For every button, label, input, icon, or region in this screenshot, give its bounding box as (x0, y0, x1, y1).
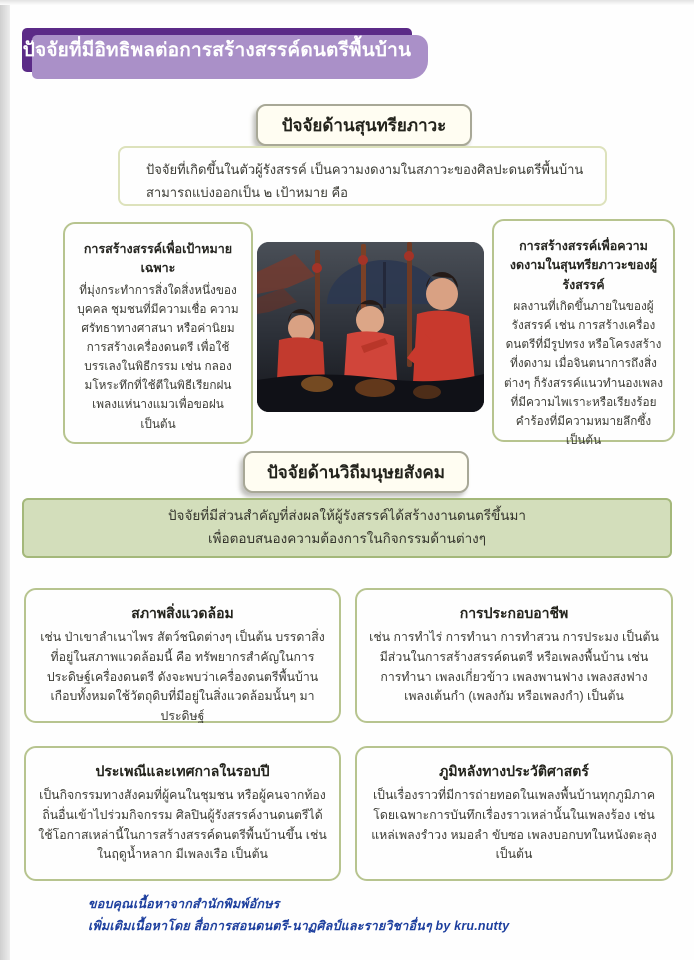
social-card-occupation-title: การประกอบอาชีพ (459, 605, 569, 621)
social-card-tradition (24, 746, 341, 881)
social-card-occupation-body: เช่น การทำไร่ การทำนา การทำสวน การประมง เป็นต้น มีส่วนในการสร้างสรรค์ดนตรี หรือเพลงพื้นบ้าน เช่น การทำนา เพลงเกี่ยวข้าว เพลงพานฟาง เพลงสงฟาง เพลงเต้นกำ (เพลงกัม หรือเพลงกำ) เป็นต้น (369, 629, 659, 704)
social-intro-line2: เพื่อตอบสนองความต้องการในกิจกรรมด้านต่างๆ (207, 531, 487, 546)
aesthetic-card-specific-goal-body: ที่มุ่งกระทำการสิ่งใดสิ่งหนึ่งของบุคคล ชุมชนที่มีความเชื่อ ความศรัทธาทางศาสนา หรือค่านิยมการสร้างเครื่องดนตรี เพื่อใช้บรรเลงในพิธีกรรม เช่น กลองมโหระทึกที่ใช้ตีในพิธีเรียกฝน เพลงแห่นางแมวเพื่อขอฝน เป็นต้น (77, 282, 239, 431)
social-card-occupation (355, 588, 673, 723)
social-intro-line1: ปัจจัยที่มีส่วนสำคัญที่ส่งผลให้ผู้รังสรรค์ได้สร้างงานดนตรีขึ้นมา (167, 508, 526, 524)
social-card-tradition-title: ประเพณีและเทศกาลในรอบปี (95, 763, 270, 779)
credit-note (88, 894, 608, 938)
aesthetic-card-beauty-title: การสร้างสรรค์เพื่อความงดงามในสุนทรียภาวะของผู้รังสรรค์ (509, 239, 658, 292)
page-edge-top (0, 0, 694, 5)
social-card-environment-body: เช่น ป่าเขาลำเนาไพร สัตว์ชนิดต่างๆ เป็นต้น บรรดาสิ่งที่อยู่ในสภาพแวดล้อมนี้ คือ ทรัพยากรสำคัญในการประดิษฐ์เครื่องดนตรี ดังจะพบว่าเครื่องดนตรีพื้นบ้านเกือบทั้งหมดใช้วัตถุดิบที่มีอยู่ในสิ่งแวดล้อมนั้นๆ มาประดิษฐ์ (40, 629, 325, 724)
section-header-aesthetic (256, 104, 472, 146)
folk-musicians-photo-art (257, 242, 484, 412)
section-header-social-label: ปัจจัยด้านวิถีมนุษยสังคม (267, 462, 445, 482)
folk-musicians-photo (257, 242, 484, 412)
social-card-environment (24, 588, 341, 723)
aesthetic-card-beauty (492, 219, 675, 447)
social-card-history-title: ภูมิหลังทางประวัติศาสตร์ (439, 763, 589, 779)
aesthetic-intro-box (118, 146, 607, 206)
social-card-history-body: เป็นเรื่องราวที่มีการถ่ายทอดในเพลงพื้นบ้านทุกภูมิภาค โดยเฉพาะการบันทึกเรื่องราวเหล่านั้นในเพลงร้อง เช่น แหล่เพลงรำวง หมอลำ ขับซอ เพลงบอกบทในหนังตะลุง เป็นต้น (371, 787, 657, 862)
credit-line2: เพิ่มเติมเนื้อหาโดย สื่อการสอนดนตรี-นาฏศิลป์และรายวิชาอื่นๆ by kru.nutty (88, 918, 510, 933)
aesthetic-card-specific-goal-title: การสร้างสรรค์เพื่อเป้าหมายเฉพาะ (83, 242, 233, 276)
aesthetic-intro-line1: ปัจจัยที่เกิดขึ้นในตัวผู้รังสรรค์ เป็นความงดงามในสภาวะของศิลปะดนตรีพื้นบ้าน (146, 162, 584, 177)
social-intro-banner (22, 498, 672, 558)
social-card-tradition-body: เป็นกิจกรรมทางสังคมที่ผู้คนในชุมชน หรือผู้คนจากท้องถิ่นอื่นเข้าไปร่วมกิจกรรม ศิลปินผู้รังสรรค์งานดนตรีได้ใช้โอกาสเหล่านี้ในการสร้างสรรค์ดนตรีพื้นบ้านขึ้น เช่น ในฤดูน้ำหลาก มีเพลงเรือ เป็นต้น (38, 787, 327, 862)
social-card-history (355, 746, 673, 881)
section-header-social (243, 451, 469, 493)
page-title-banner (22, 28, 412, 72)
section-header-aesthetic-label: ปัจจัยด้านสุนทรียภาวะ (281, 115, 447, 135)
credit-line1: ขอบคุณเนื้อหาจากสำนักพิมพ์อักษร (88, 897, 280, 911)
aesthetic-intro-line2: สามารถแบ่งออกเป็น ๒ เป้าหมาย คือ (146, 184, 348, 200)
aesthetic-card-specific-goal (63, 222, 253, 444)
page-title: ปัจจัยที่มีอิทธิพลต่อการสร้างสรรค์ดนตรีพื้นบ้าน (22, 40, 412, 61)
page-edge-left (0, 0, 10, 960)
social-card-environment-title: สภาพสิ่งแวดล้อม (131, 605, 234, 621)
aesthetic-card-beauty-body: ผลงานที่เกิดขึ้นภายในของผู้รังสรรค์ เช่น การสร้างเครื่องดนตรีที่มีรูปทรง หรือโครงสร้างที่งดงาม เมื่อจินตนาการถึงสิ่งต่างๆ ก็รังสรรค์แนวทำนองเพลงที่มีความไพเราะหรือเรียงร้อยคำร้องที่มีความหมายลึกซึ้ง เป็นต้น (503, 299, 664, 447)
